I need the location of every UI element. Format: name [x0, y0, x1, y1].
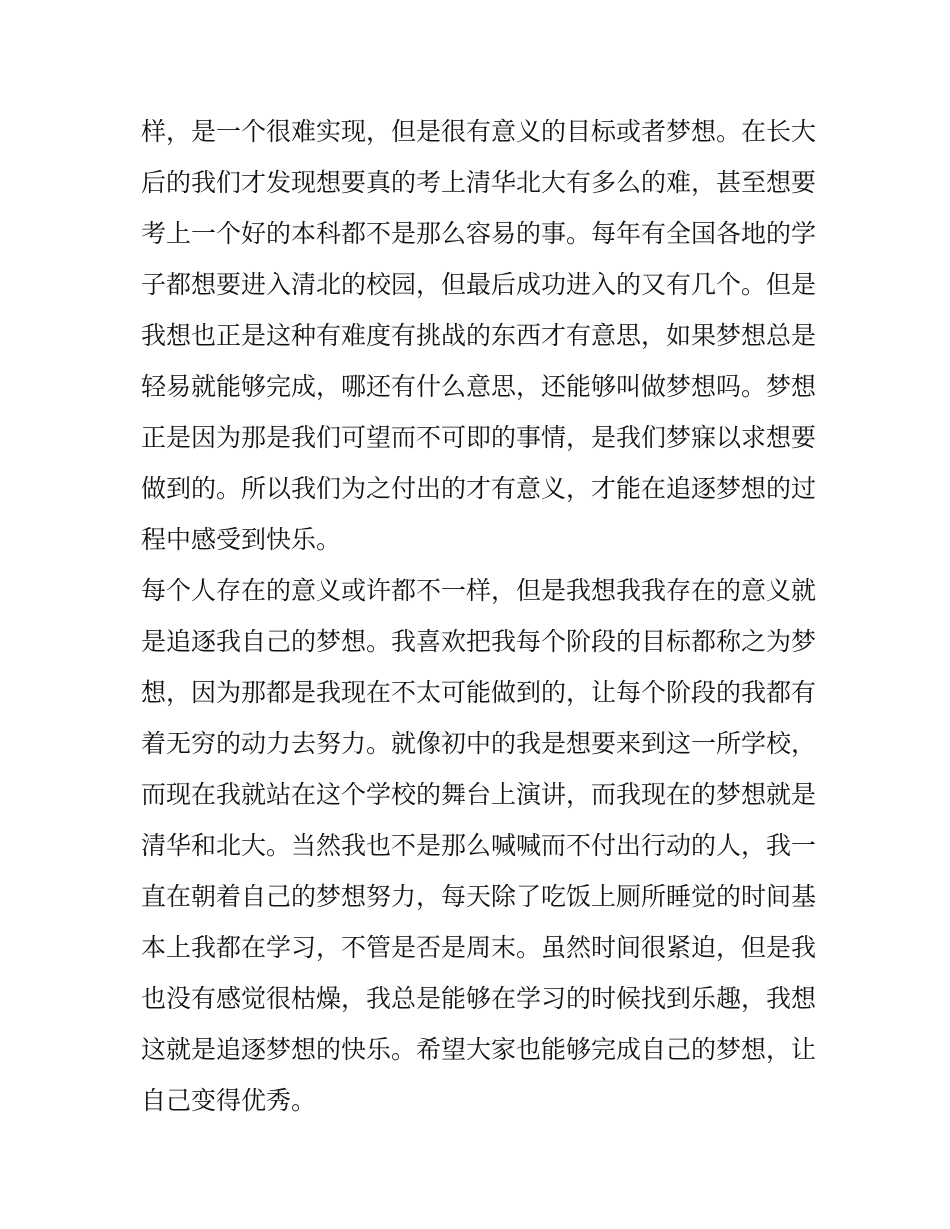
text-line: 轻易就能够完成，哪还有什么意思，还能够叫做梦想吗。梦想 — [141, 372, 817, 401]
body-text — [141, 106, 821, 1126]
text-line: 直在朝着自己的梦想努力，每天除了吃饭上厕所睡觉的时间基 — [141, 882, 817, 911]
text-line: 是追逐我自己的梦想。我喜欢把我每个阶段的目标都称之为梦 — [141, 627, 817, 656]
text-line: 考上一个好的本科都不是那么容易的事。每年有全国各地的学 — [141, 219, 817, 248]
text-line: 正是因为那是我们可望而不可即的事情，是我们梦寐以求想要 — [141, 423, 817, 452]
text-line: 着无穷的动力去努力。就像初中的我是想要来到这一所学校， — [141, 729, 817, 758]
text-line: 想，因为那都是我现在不太可能做到的，让每个阶段的我都有 — [141, 678, 817, 707]
text-line: 而现在我就站在这个学校的舞台上演讲，而我现在的梦想就是 — [141, 780, 817, 809]
text-line: 子都想要进入清北的校园，但最后成功进入的又有几个。但是 — [141, 270, 817, 299]
text-line: 清华和北大。当然我也不是那么喊喊而不付出行动的人，我一 — [141, 831, 817, 860]
text-line: 程中感受到快乐。 — [141, 525, 342, 554]
text-line: 自己变得优秀。 — [141, 1086, 317, 1115]
text-line: 这就是追逐梦想的快乐。希望大家也能够完成自己的梦想，让 — [141, 1035, 817, 1064]
text-line: 每个人存在的意义或许都不一样，但是我想我我存在的意义就 — [141, 576, 817, 605]
text-line: 后的我们才发现想要真的考上清华北大有多么的难，甚至想要 — [141, 168, 817, 197]
text-line: 本上我都在学习，不管是否是周末。虽然时间很紧迫，但是我 — [141, 933, 817, 962]
text-line: 我想也正是这种有难度有挑战的东西才有意思，如果梦想总是 — [141, 321, 817, 350]
text-line: 样，是一个很难实现，但是很有意义的目标或者梦想。在长大 — [141, 117, 817, 146]
text-line: 也没有感觉很枯燥，我总是能够在学习的时候找到乐趣，我想 — [141, 984, 817, 1013]
text-line: 做到的。所以我们为之付出的才有意义，才能在追逐梦想的过 — [141, 474, 817, 503]
